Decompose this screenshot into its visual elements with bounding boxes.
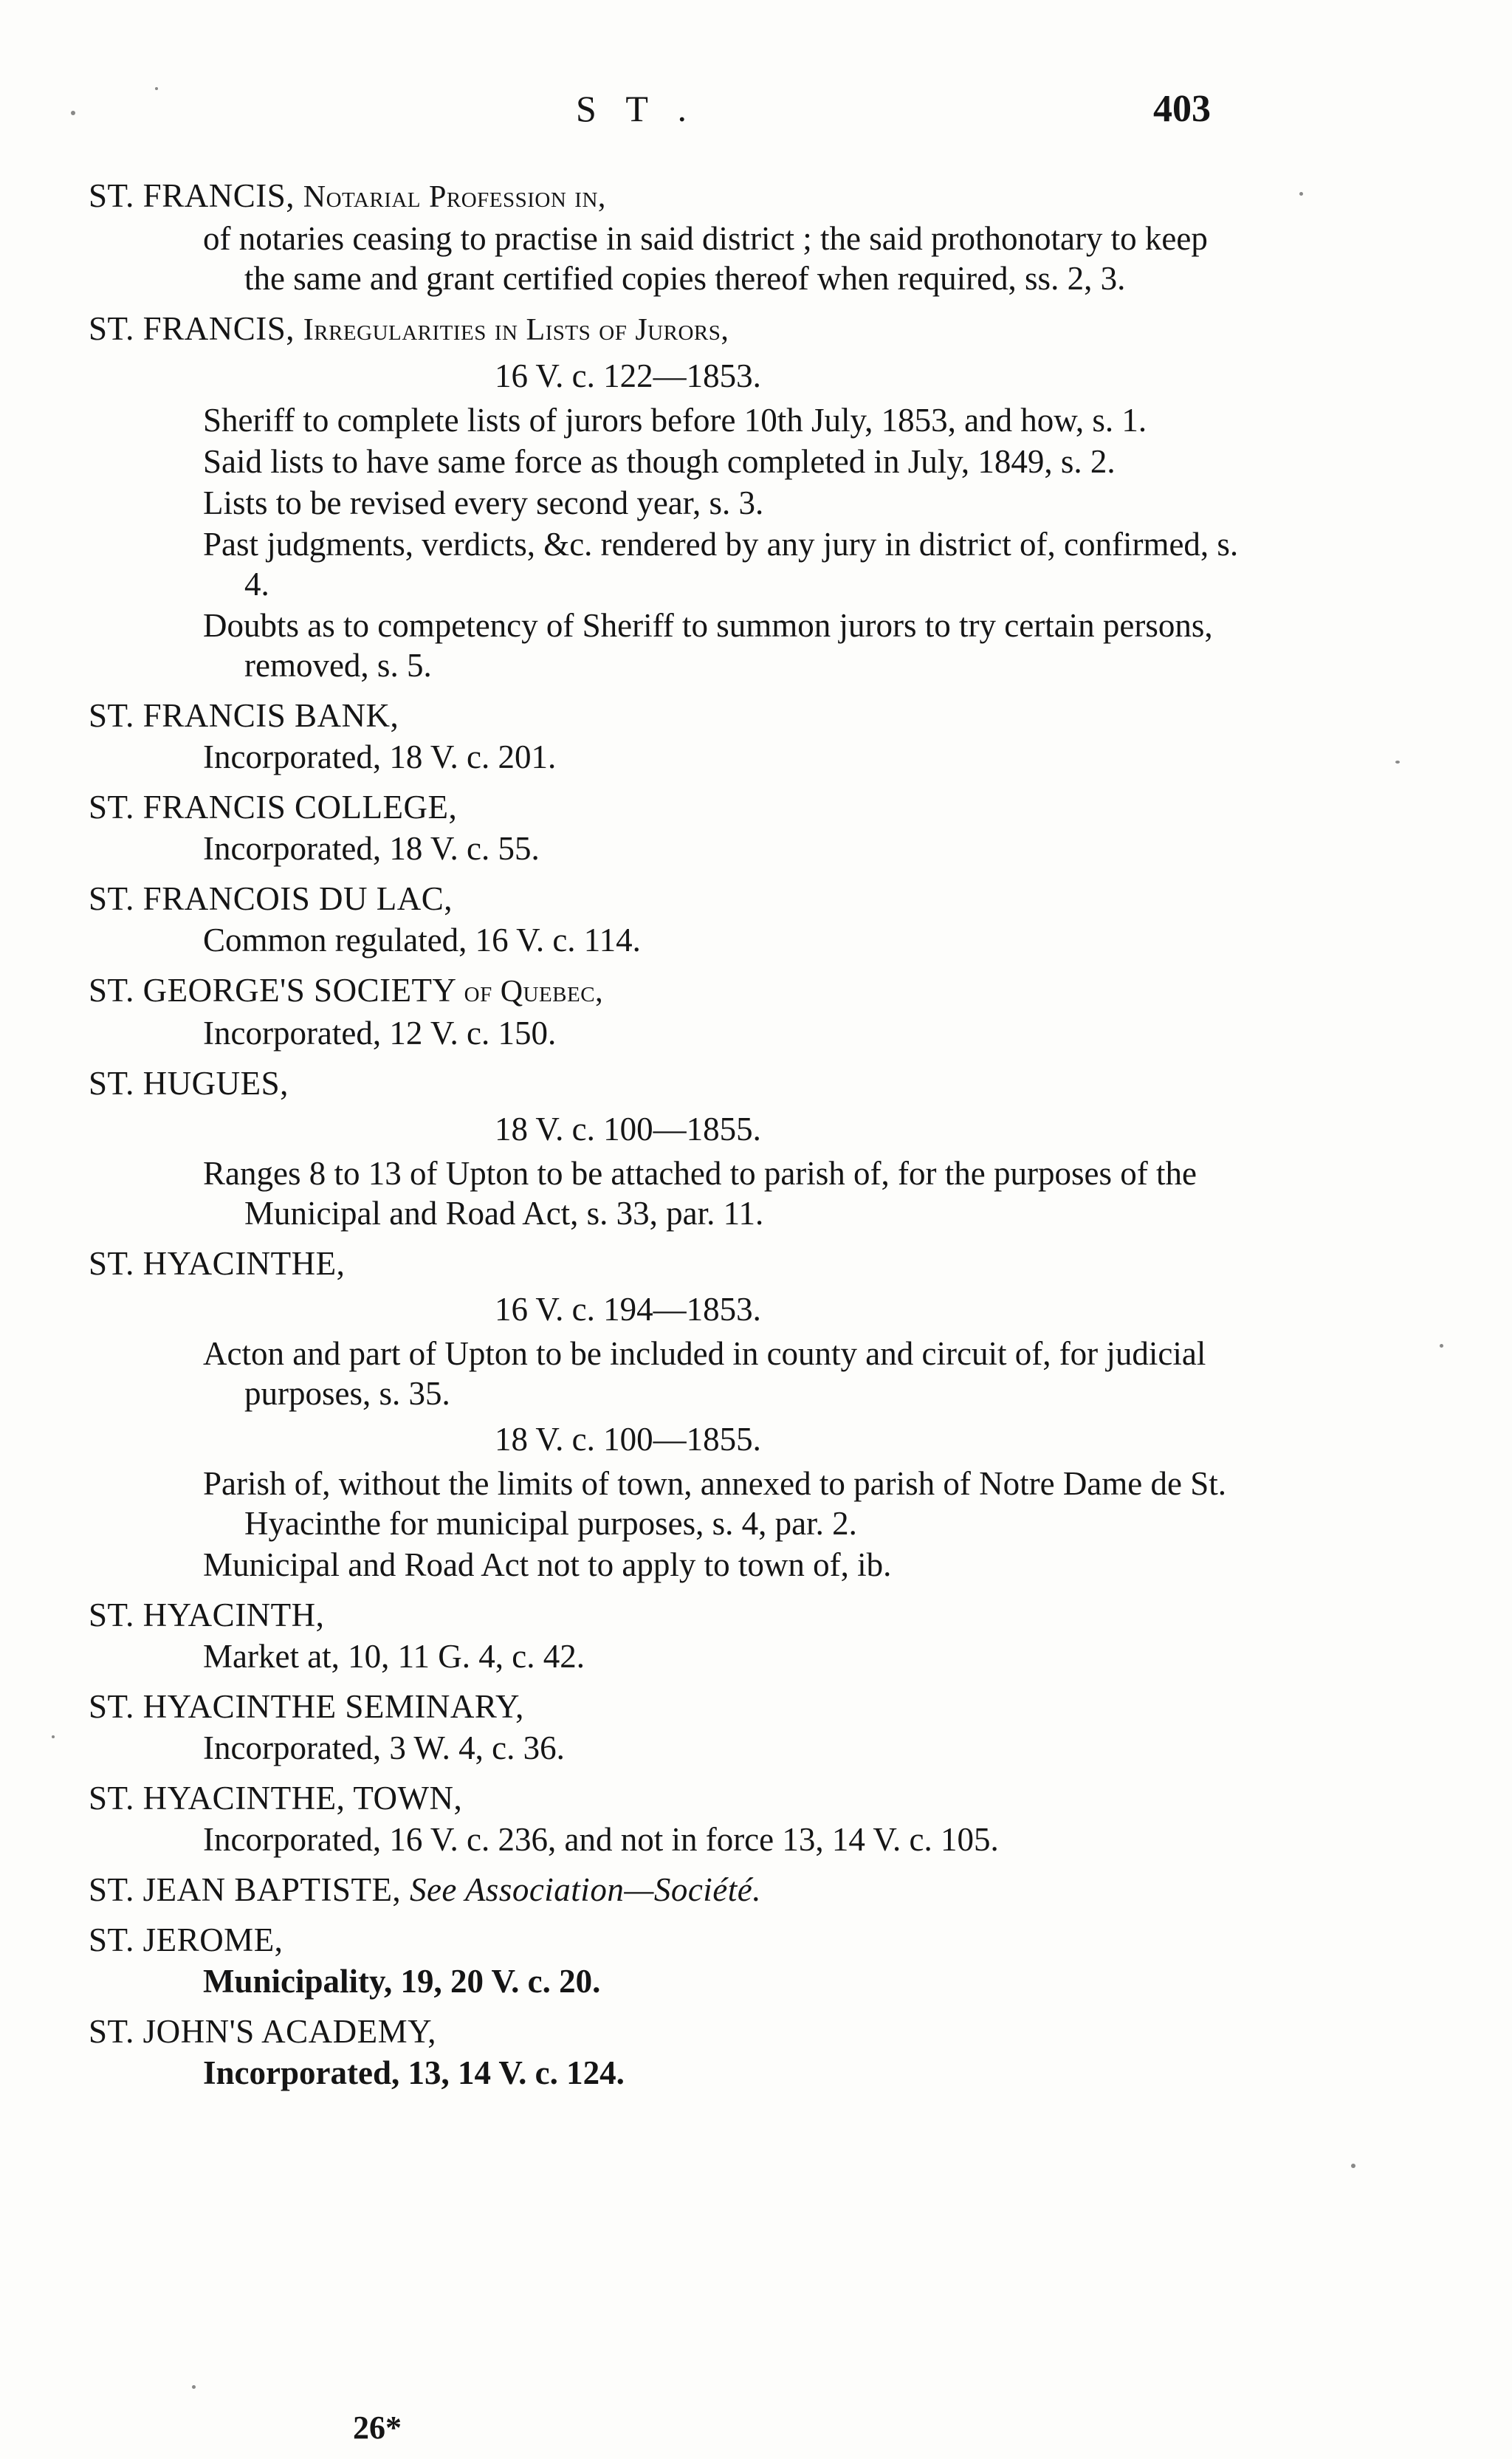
speckle (52, 1735, 55, 1738)
act-citation: 18 V. c. 100—1855. (495, 1111, 761, 1148)
entry-item: of notaries ceasing to practise in said district ; the said prothonotary to keep the same and grant certified copies thereof when required, ss. 2, 3. (203, 220, 1208, 297)
index-entry (89, 1063, 1240, 1233)
entry-heading: ST. FRANCIS COLLEGE, (89, 789, 458, 826)
entry-heading: ST. HUGUES, (89, 1065, 289, 1102)
entry-item: Incorporated, 16 V. c. 236, and not in force 13, 14 V. c. 105. (203, 1821, 999, 1858)
index-entry (89, 696, 1240, 777)
page-header (0, 87, 1512, 146)
entry-item: Doubts as to competency of Sheriff to summon jurors to try certain persons, removed, s. 5. (203, 607, 1213, 684)
entry-heading: ST. GEORGE'S SOCIETY of Quebec, (89, 972, 604, 1009)
entry-item: Lists to be revised every second year, s. 3. (203, 484, 764, 521)
entry-item: Incorporated, 3 W. 4, c. 36. (203, 1729, 565, 1766)
entry-item: Common regulated, 16 V. c. 114. (203, 922, 641, 958)
entry-item: Parish of, without the limits of town, annexed to parish of Notre Dame de St. Hyacinthe for municipal purposes, s. 4, par. 2. (203, 1465, 1227, 1542)
entry-item: Incorporated, 13, 14 V. c. 124. (203, 2054, 625, 2091)
index-content (89, 176, 1240, 2103)
entry-item: Market at, 10, 11 G. 4, c. 42. (203, 1638, 585, 1675)
speckle (71, 111, 75, 115)
entry-item: Incorporated, 12 V. c. 150. (203, 1015, 557, 1052)
speckle (192, 2385, 196, 2389)
running-head: S T . (576, 88, 698, 129)
entry-item: Incorporated, 18 V. c. 55. (203, 830, 540, 867)
entry-item: Municipality, 19, 20 V. c. 20. (203, 1963, 601, 2000)
index-entry (89, 1244, 1240, 1585)
index-entry (89, 176, 1240, 298)
page-number: 403 (1153, 88, 1211, 130)
index-entry (89, 1595, 1240, 1676)
entry-item: Municipal and Road Act not to apply to town of, ib. (203, 1546, 892, 1583)
entry-heading: ST. JEAN BAPTISTE, See Association—Société. (89, 1871, 761, 1908)
index-entry (89, 2012, 1240, 2093)
act-citation: 16 V. c. 194—1853. (495, 1291, 761, 1328)
cross-reference: See Association—Société. (409, 1871, 761, 1908)
entry-item: Incorporated, 18 V. c. 201. (203, 738, 557, 775)
speckle (1395, 761, 1400, 764)
speckle (1351, 2164, 1355, 2168)
index-entry (89, 1778, 1240, 1859)
entry-heading: ST. HYACINTHE, (89, 1245, 346, 1282)
index-entry (89, 309, 1240, 685)
entry-item: Said lists to have same force as though completed in July, 1849, s. 2. (203, 443, 1116, 480)
entry-heading: ST. FRANCIS, Notarial Profession in, (89, 177, 606, 214)
entry-item: Sheriff to complete lists of jurors before 10th July, 1853, and how, s. 1. (203, 402, 1147, 439)
speckle (1440, 1344, 1443, 1348)
index-entry (89, 787, 1240, 868)
index-entry (89, 1920, 1240, 2001)
index-entry (89, 1687, 1240, 1768)
entry-heading: ST. HYACINTH, (89, 1597, 325, 1633)
index-entry (89, 879, 1240, 960)
entry-heading: ST. JEROME, (89, 1921, 284, 1958)
entry-item: Acton and part of Upton to be included in county and circuit of, for judicial purposes, s. 35. (203, 1335, 1206, 1412)
entry-heading: ST. FRANCIS, Irregularities in Lists of Jurors, (89, 310, 729, 347)
signature-mark: 26* (353, 2410, 402, 2446)
speckle (155, 87, 158, 90)
index-entry (89, 1870, 1240, 1910)
entry-heading: ST. HYACINTHE SEMINARY, (89, 1688, 524, 1725)
entry-heading: ST. JOHN'S ACADEMY, (89, 2013, 437, 2050)
entry-heading: ST. HYACINTHE, TOWN, (89, 1780, 463, 1817)
speckle (1299, 192, 1303, 196)
index-entry (89, 970, 1240, 1053)
act-citation: 18 V. c. 100—1855. (495, 1421, 761, 1458)
entry-item: Ranges 8 to 13 of Upton to be attached to parish of, for the purposes of the Municipal and Road Act, s. 33, par. 11. (203, 1155, 1197, 1232)
act-citation: 16 V. c. 122—1853. (495, 357, 761, 394)
entry-heading: ST. FRANCIS BANK, (89, 697, 399, 734)
entry-heading: ST. FRANCOIS DU LAC, (89, 880, 453, 917)
entry-item: Past judgments, verdicts, &c. rendered by any jury in district of, confirmed, s. 4. (203, 526, 1239, 603)
